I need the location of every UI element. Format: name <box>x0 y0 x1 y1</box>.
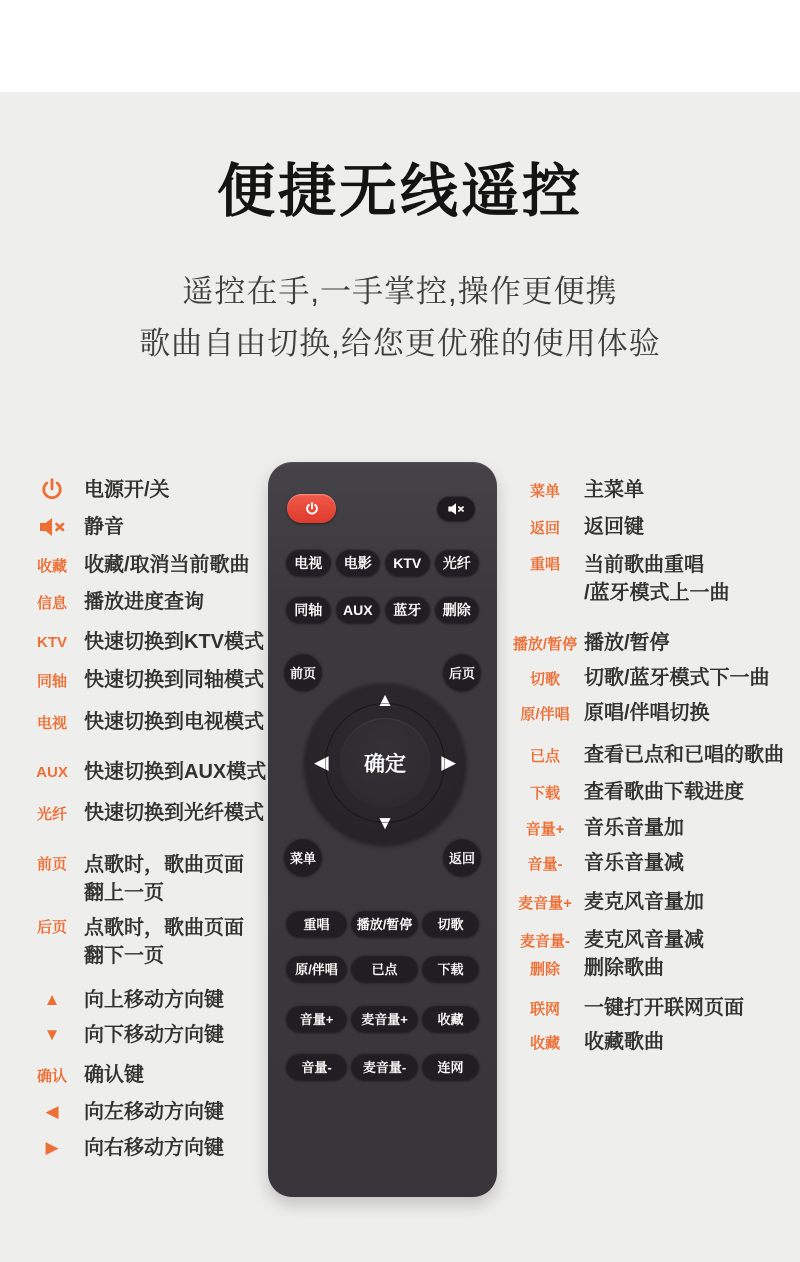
legend-item-mic-up: 麦音量+ 麦克风音量加 <box>518 891 704 913</box>
legend-item-tv: 电视 快速切换到电视模式 <box>28 708 264 736</box>
mute-icon <box>447 502 465 516</box>
legend-item-left: ◀ 向左移动方向键 <box>28 1098 224 1126</box>
remote-button-vol-down: 音量- <box>286 1053 347 1080</box>
legend-key-play-pause: 播放/暂停 <box>512 635 578 653</box>
remote-button-bluetooth: 蓝牙 <box>385 596 430 623</box>
remote-button-tv: 电视 <box>286 549 331 576</box>
legend-item-info: 信息 播放进度查询 <box>28 588 204 616</box>
legend-key-info: 信息 <box>36 594 67 612</box>
legend-item-right: ▶ 向右移动方向键 <box>28 1134 224 1162</box>
mute-icon <box>28 516 76 538</box>
power-icon <box>28 477 76 503</box>
legend-key-mic-down: 麦音量- <box>520 932 570 950</box>
remote-bottom-row-3 <box>286 1005 479 1032</box>
legend-key-favorite: 收藏 <box>36 557 67 575</box>
legend-item-delete: 删除 删除歌曲 <box>522 954 664 982</box>
legend-key-vocal: 原/伴唱 <box>520 705 570 723</box>
remote-button-selected: 已点 <box>351 955 418 982</box>
legend-key-aux: AUX <box>36 763 68 781</box>
remote-ok-button: 确定 <box>340 718 430 808</box>
legend-key-selected: 已点 <box>529 747 560 765</box>
legend-key-back: 返回 <box>529 519 560 537</box>
legend-item-page-prev: 前页 点歌时，歌曲页面 翻上一页 <box>28 851 244 907</box>
remote-bottom-row-1 <box>286 910 479 937</box>
legend-item-vol-down: 音量- 音乐音量减 <box>522 849 684 877</box>
remote-button-ktv: KTV <box>385 549 430 576</box>
legend-key-collect: 收藏 <box>529 1034 560 1052</box>
legend-item-down: ▼ 向下移动方向键 <box>28 1021 224 1049</box>
remote-dpad <box>304 682 466 844</box>
remote-button-vol-up: 音量+ <box>286 1005 347 1032</box>
remote-button-play-pause: 播放/暂停 <box>351 910 418 937</box>
legend-item-menu: 菜单 主菜单 <box>522 476 644 504</box>
dpad-right-arrow-icon: ▶ <box>441 752 456 774</box>
legend-item-up: ▲ 向上移动方向键 <box>28 986 224 1014</box>
legend-item-play-pause: 播放/暂停 播放/暂停 <box>512 632 670 654</box>
legend-key-vol-up: 音量+ <box>525 820 565 838</box>
legend-key-download: 下载 <box>529 784 560 802</box>
legend-key-mic-up: 麦音量+ <box>518 894 572 912</box>
legend-key-menu: 菜单 <box>529 482 560 500</box>
legend-item-ktv: KTV 快速切换到KTV模式 <box>28 628 264 656</box>
legend-item-next-song: 切歌 切歌/蓝牙模式下一曲 <box>522 664 770 692</box>
legend-item-vocal: 原/伴唱 原唱/伴唱切换 <box>520 702 710 724</box>
legend-key-page-next: 后页 <box>36 919 67 936</box>
remote-mute-button <box>437 496 475 521</box>
up-triangle-icon: ▲ <box>43 990 61 1009</box>
legend-item-collect: 收藏 收藏歌曲 <box>522 1028 664 1056</box>
legend-item-replay: 重唱 当前歌曲重唱 /蓝牙模式上一曲 <box>522 551 730 607</box>
remote-button-delete: 删除 <box>435 596 480 623</box>
legend-item-optical: 光纤 快速切换到光纤模式 <box>28 799 264 827</box>
legend-key-tv: 电视 <box>36 714 67 732</box>
legend-item-mute: 静音 <box>28 513 124 541</box>
legend-key-next-song: 切歌 <box>529 670 560 688</box>
page-title: 便捷无线遥控 <box>216 159 583 224</box>
legend-item-network: 联网 一键打开联网页面 <box>522 994 744 1022</box>
legend-key-network: 联网 <box>529 1000 560 1018</box>
remote-mode-row-2 <box>286 596 479 623</box>
remote-button-replay: 重唱 <box>286 910 347 937</box>
remote-button-optical: 光纤 <box>435 549 480 576</box>
legend-item-power: 电源开/关 <box>28 476 170 504</box>
remote-button-coaxial: 同轴 <box>286 596 331 623</box>
legend-key-page-prev: 前页 <box>36 856 67 873</box>
legend-item-confirm: 确认 确认键 <box>28 1061 144 1089</box>
remote-button-mic-down: 麦音量- <box>351 1053 418 1080</box>
remote-bottom-row-2 <box>286 955 479 982</box>
remote-button-back: 返回 <box>443 838 481 876</box>
left-triangle-icon: ◀ <box>45 1102 59 1121</box>
remote-button-download: 下载 <box>422 955 479 982</box>
legend-key-optical: 光纤 <box>36 805 67 823</box>
remote-button-next-song: 切歌 <box>422 910 479 937</box>
legend-item-vol-up: 音量+ 音乐音量加 <box>522 814 684 842</box>
legend-item-page-next: 后页 点歌时，歌曲页面 翻下一页 <box>28 914 244 970</box>
legend-item-mic-down: 麦音量- 麦克风音量减 <box>520 929 704 951</box>
legend-item-aux: AUX 快速切换到AUX模式 <box>28 758 266 786</box>
legend-key-replay: 重唱 <box>529 556 560 573</box>
dpad-down-arrow-icon: ▼ <box>375 813 395 834</box>
legend-key-coaxial: 同轴 <box>36 672 67 690</box>
remote-button-page-next: 后页 <box>443 653 481 691</box>
remote-button-vocal: 原/伴唱 <box>286 955 347 982</box>
legend-key-vol-down: 音量- <box>527 855 563 873</box>
legend-key-ktv: KTV <box>37 633 67 651</box>
subtitle-line-1: 遥控在手,一手掌控,操作更便携 <box>182 274 618 309</box>
legend-key-confirm: 确认 <box>36 1067 67 1085</box>
legend-item-download: 下载 查看歌曲下载进度 <box>522 778 744 806</box>
legend-key-delete: 删除 <box>529 960 560 978</box>
remote-mode-row-1 <box>286 549 479 576</box>
remote-control-photo <box>268 462 497 1197</box>
page-subtitle <box>0 266 800 370</box>
legend-item-favorite: 收藏 收藏/取消当前歌曲 <box>28 551 250 579</box>
remote-button-collect: 收藏 <box>422 1005 479 1032</box>
dpad-left-arrow-icon: ◀ <box>314 752 329 774</box>
remote-bottom-row-4 <box>286 1053 479 1080</box>
legend-item-selected: 已点 查看已点和已唱的歌曲 <box>522 741 784 769</box>
subtitle-line-2: 歌曲自由切换,给您更优雅的使用体验 <box>139 326 661 361</box>
remote-button-mic-up: 麦音量+ <box>351 1005 418 1032</box>
remote-button-aux: AUX <box>336 596 381 623</box>
power-icon <box>304 501 320 517</box>
right-triangle-icon: ▶ <box>45 1138 59 1157</box>
remote-button-network: 连网 <box>422 1053 479 1080</box>
legend-item-coaxial: 同轴 快速切换到同轴模式 <box>28 666 264 694</box>
remote-power-button <box>287 494 336 523</box>
remote-button-menu: 菜单 <box>284 838 322 876</box>
remote-button-page-prev: 前页 <box>284 653 322 691</box>
legend-item-back: 返回 返回键 <box>522 513 644 541</box>
down-triangle-icon: ▼ <box>43 1025 61 1044</box>
remote-button-movie: 电影 <box>336 549 381 576</box>
dpad-up-arrow-icon: ▲ <box>375 690 395 711</box>
